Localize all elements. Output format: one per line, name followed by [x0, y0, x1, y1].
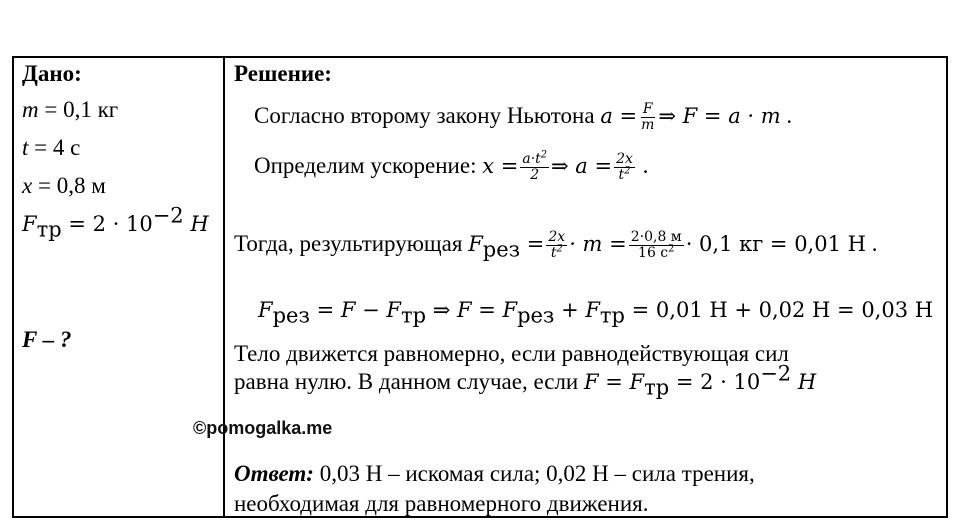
fraction-at2-over-2: $\frac{a\cdot t^2}{2}$	[522, 149, 548, 184]
answer-label: Ответ:	[234, 461, 314, 486]
fraction-2x-over-t2: $\frac{2x}{t^2}$	[616, 151, 633, 184]
solution-line-force: $F_{рез} = F - F_{тр}$ ⇒ $F = F_{рез} + F_{тр} = 0,01$ Н + 0,02 Н = 0,03 Н	[258, 298, 934, 328]
solution-line-uniform-1: Тело движется равномерно, если равнодействующая сил	[234, 341, 789, 366]
solution-header: Решение:	[234, 61, 332, 86]
solution-line-resultant: Тогда, результирующая $F_{рез}$ = $\frac{2x}{t^2}$ · m = $\frac{2\cdot 0,8 м}{16 с^2}$ · 0,1 кг = 0,01 Н .	[234, 229, 878, 262]
given-header: Дано:	[22, 61, 82, 86]
answer-line-1: Ответ: 0,03 Н – искомая сила; 0,02 Н – сила трения,	[234, 461, 755, 486]
given-friction: $F_{тр} = 2 \cdot 10^{-2}$ H	[22, 203, 209, 242]
fraction-2x-over-t2-b: $\frac{2x}{t^2}$	[548, 229, 566, 262]
find-force: F – ?	[22, 327, 72, 352]
fraction-f-over-m: $\frac{F}{m}$	[641, 101, 655, 134]
solution-line-acceleration: Определим ускорение: x = $\frac{a\cdot t^2}{2}$ ⇒ a = $\frac{2x}{t^2}$ .	[254, 149, 649, 184]
watermark: ©pomogalka.me	[193, 418, 333, 438]
answer-line-2: необходимая для равномерного движения.	[234, 491, 649, 516]
solution-line-newton: Согласно второму закону Ньютона a = $\frac{F}{m}$ ⇒ F = a · m .	[254, 101, 793, 134]
given-time: t = 4 с	[22, 135, 81, 160]
fraction-numeric: $\frac{2\cdot 0,8 м}{16 с^2}$	[630, 229, 682, 262]
solution-line-uniform-2: равна нулю. В данном случае, если $F = F_{тр} = 2 \cdot 10^{-2}$ H	[234, 361, 817, 400]
given-mass: m = 0,1 кг	[22, 97, 119, 122]
given-distance: x = 0,8 м	[22, 173, 106, 198]
column-divider	[223, 56, 225, 518]
